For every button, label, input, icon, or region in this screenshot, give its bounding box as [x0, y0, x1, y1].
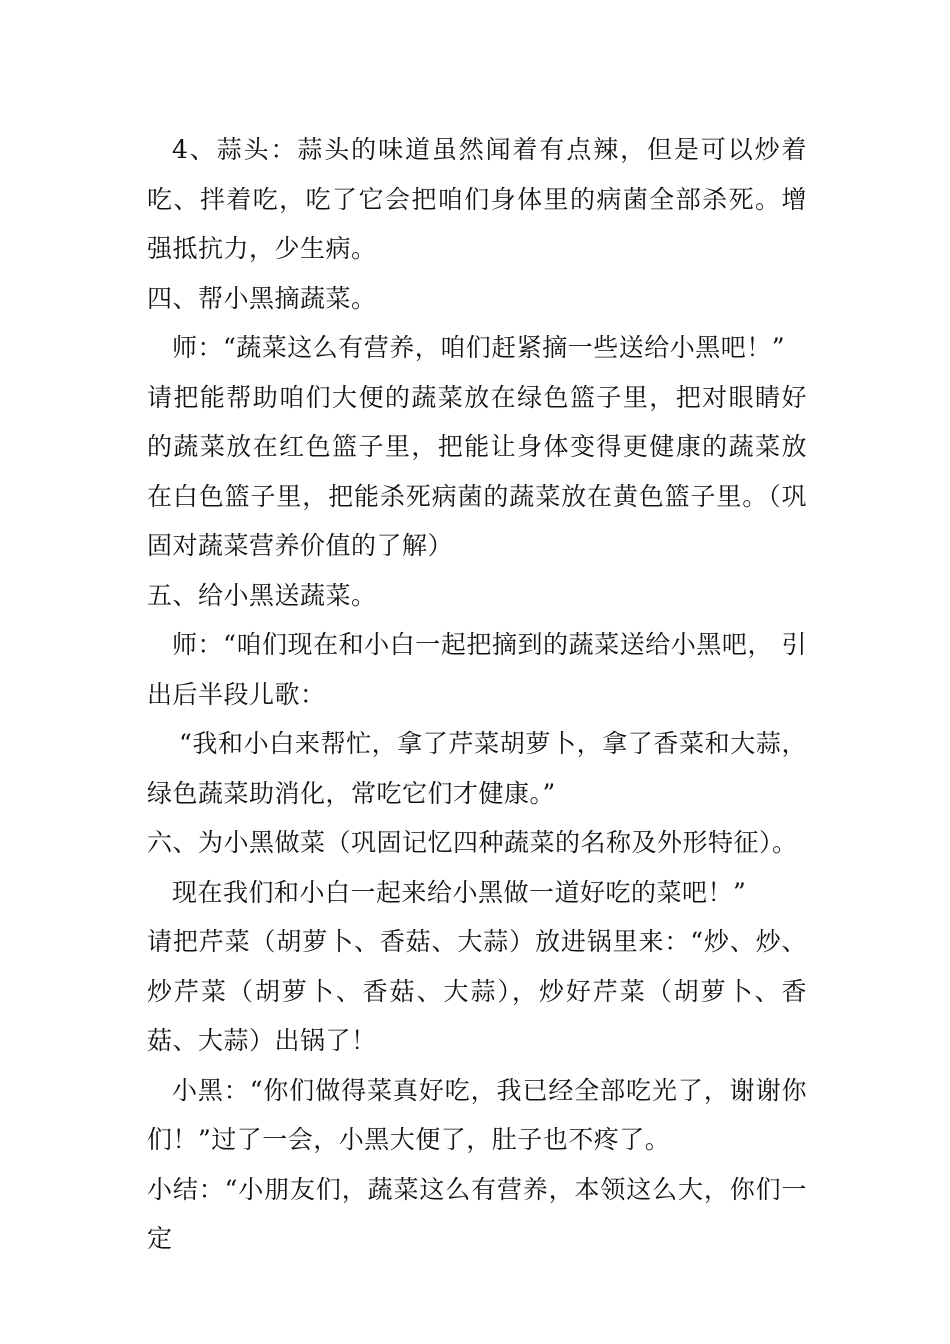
paragraph-rhyme: “我和小白来帮忙，拿了芹菜胡萝卜，拿了香菜和大蒜，绿色蔬菜助消化，常吃它们才健康。”: [147, 729, 807, 808]
section-heading-4: 四、帮小黑摘蔬菜。: [147, 283, 377, 313]
paragraph-garlic: 4、蒜头：蒜头的味道虽然闻着有点辣，但是可以炒着吃、拌着吃，吃了它会把咱们身体里的病菌全部杀死。增强抵抗力，少生病。: [147, 135, 807, 263]
section-heading-6: 六、为小黑做菜（巩固记忆四种蔬菜的名称及外形特征）。: [147, 828, 798, 857]
paragraph-summary: 小结：“小朋友们，蔬菜这么有营养，本领这么大，你们一定: [147, 1174, 807, 1253]
document-body: [147, 125, 807, 1264]
paragraph-teacher-send: 师：“咱们现在和小白一起把摘到的蔬菜送给小黑吧， 引出后半段儿歌：: [147, 630, 807, 709]
paragraph-baskets: 请把能帮助咱们大便的蔬菜放在绿色篮子里，把对眼睛好的蔬菜放在红色篮子里，把能让身体变得更健康的蔬菜放在白色篮子里，把能杀死病菌的蔬菜放在黄色篮子里。（巩固对蔬菜营养价值的了解）: [147, 382, 807, 560]
paragraph-teacher-pick: 师：“蔬菜这么有营养，咱们赶紧摘一些送给小黑吧！”: [172, 333, 786, 362]
paragraph-cook-steps: 请把芹菜（胡萝卜、香菇、大蒜）放进锅里来：“炒、炒、炒芹菜（胡萝卜、香菇、大蒜），炒好芹菜（胡萝卜、香菇、大蒜）出锅了！: [147, 927, 807, 1055]
paragraph-xiaohei: 小黑：“你们做得菜真好吃，我已经全部吃光了，谢谢你们！”过了一会，小黑大便了，肚子也不疼了。: [147, 1075, 807, 1154]
section-heading-5: 五、给小黑送蔬菜。: [147, 580, 377, 610]
paragraph-cook-intro: 现在我们和小白一起来给小黑做一道好吃的菜吧！”: [172, 877, 747, 907]
